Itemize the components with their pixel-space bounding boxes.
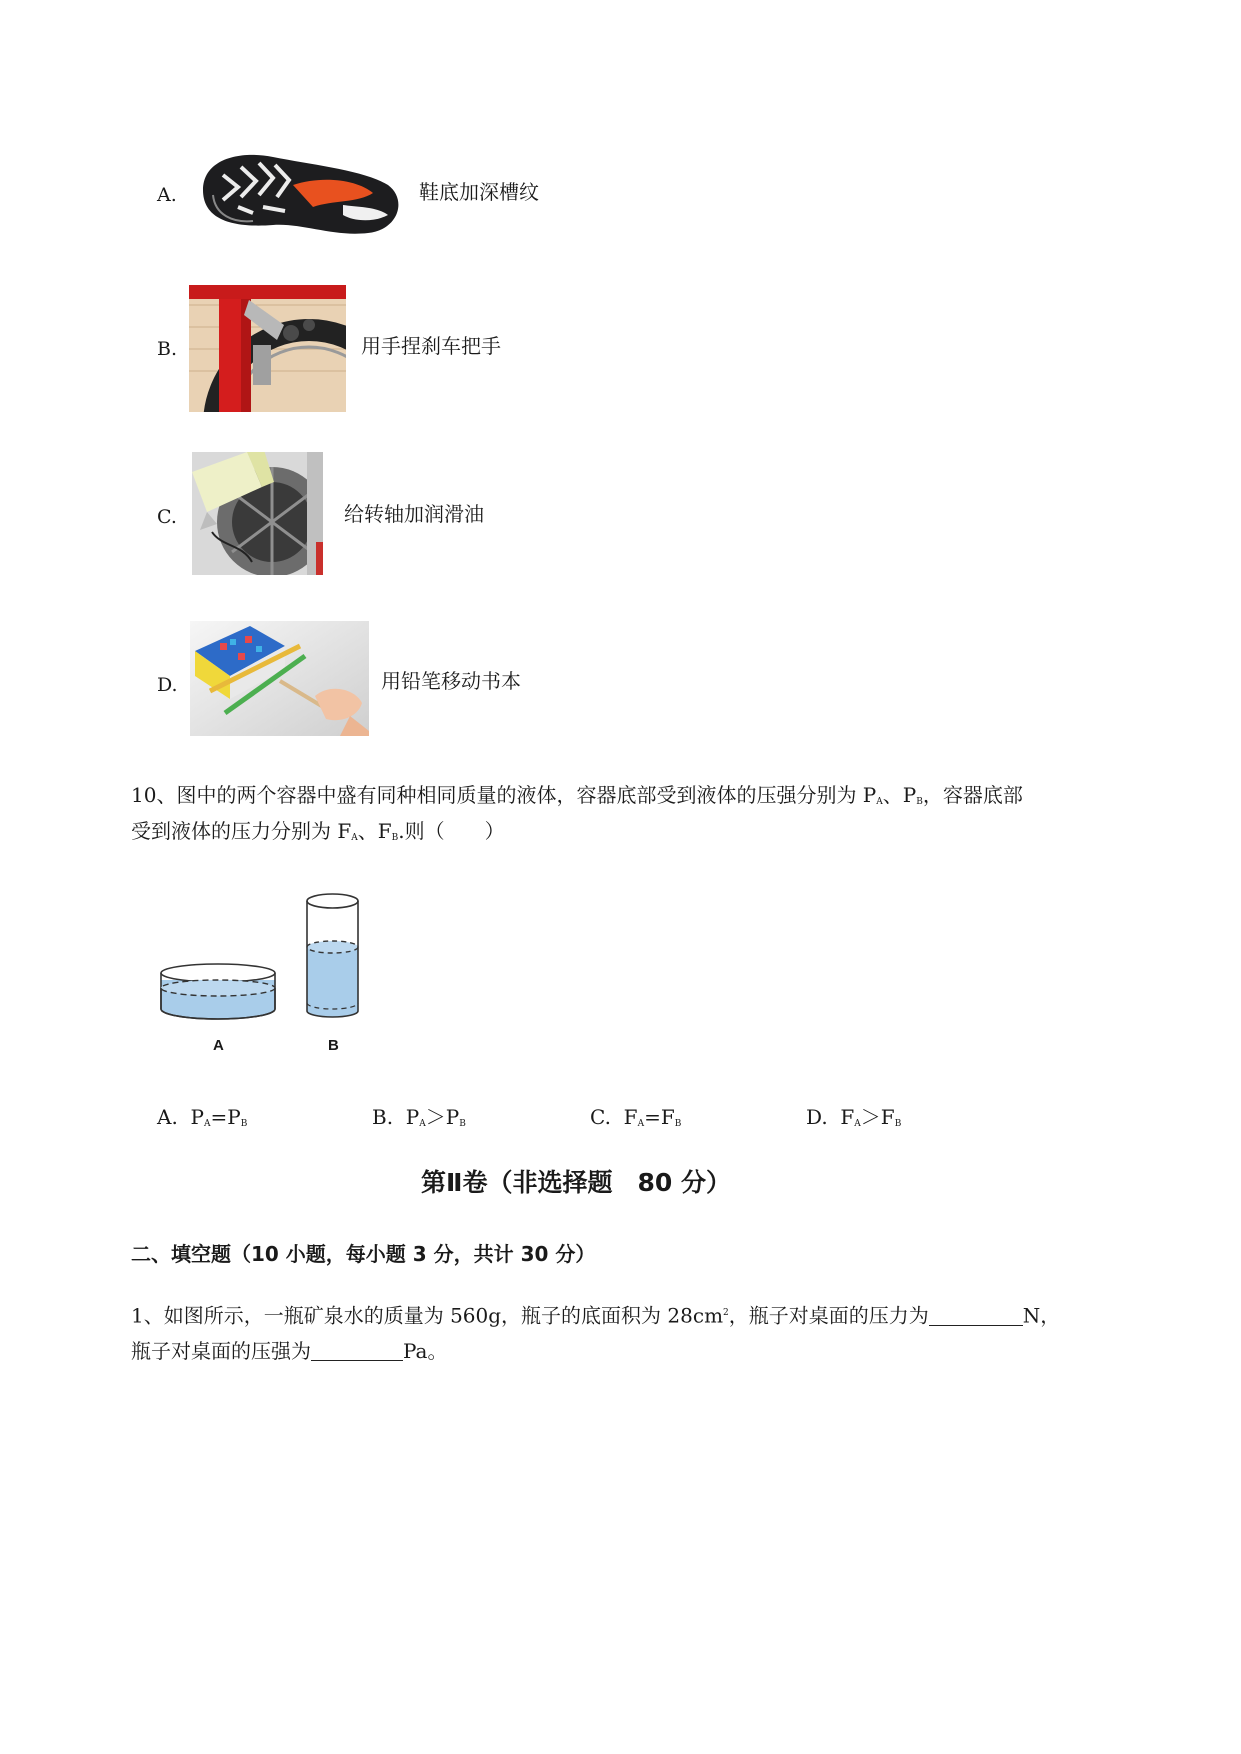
question-text: 受到液体的压力分别为 F: [131, 819, 352, 843]
option-var: P: [190, 1105, 204, 1129]
option-label: D.: [157, 674, 178, 696]
option-label: C.: [590, 1105, 611, 1129]
q10-option-c: [590, 1105, 681, 1136]
unit: Pa。: [403, 1339, 448, 1363]
option-op: =F: [644, 1105, 675, 1129]
question-text: ，容器底部: [922, 783, 1023, 807]
option-text: 用铅笔移动书本: [381, 669, 521, 693]
book-pencils-icon: [190, 621, 369, 736]
q10-option-b: [372, 1105, 466, 1136]
q10-option-a: [157, 1105, 247, 1136]
option-text: 用手捏刹车把手: [361, 334, 501, 358]
bicycle-brake-icon: [189, 285, 346, 412]
container-a-label: A: [213, 1037, 224, 1054]
subscript: A: [876, 797, 883, 807]
unit: N，: [1022, 1303, 1061, 1328]
option-label: B.: [157, 338, 178, 360]
option-text: 鞋底加深槽纹: [419, 180, 539, 204]
subscript: A: [351, 833, 358, 843]
container-b-label: B: [328, 1037, 339, 1054]
separator: 、P: [882, 783, 917, 807]
option-label: A.: [157, 184, 177, 206]
containers-figure: [155, 885, 370, 1060]
option-var: F: [840, 1105, 855, 1129]
oil-bottle-gear-icon: [192, 452, 323, 575]
container-b: [307, 894, 358, 1017]
subscript: B: [894, 1119, 902, 1129]
option-op: ＞F: [860, 1105, 895, 1129]
separator: 、F: [357, 819, 392, 843]
option-label: B.: [372, 1105, 394, 1129]
subscript: B: [240, 1119, 248, 1129]
option-op: ＞P: [425, 1105, 460, 1129]
question-10-line-1: [131, 783, 1023, 814]
subscript: B: [391, 833, 399, 843]
question-10-line-2: [131, 819, 505, 850]
subscript: B: [674, 1119, 682, 1129]
subscript: B: [916, 797, 923, 807]
fill-question-1-line-1: [131, 1301, 1060, 1328]
container-a: [161, 964, 275, 1019]
subscript: A: [637, 1119, 645, 1129]
q10-option-d: [806, 1105, 901, 1136]
superscript: 2: [723, 1308, 729, 1318]
option-var: P: [405, 1105, 420, 1129]
option-label: D.: [806, 1105, 828, 1129]
subscript: A: [419, 1119, 426, 1129]
answer-blank-force[interactable]: [929, 1303, 1023, 1326]
subscript: A: [854, 1119, 861, 1129]
fill-in-heading: 二、填空题（10 小题，每小题 3 分，共计 30 分）: [131, 1242, 596, 1266]
option-label: A.: [157, 1105, 178, 1129]
option-op: =P: [210, 1105, 241, 1129]
subscript: B: [459, 1119, 466, 1129]
fill-question-1-line-2: [131, 1338, 447, 1363]
question-text: .则（ ）: [398, 819, 505, 843]
answer-blank-pressure[interactable]: [311, 1338, 403, 1361]
option-label: C.: [157, 506, 177, 528]
option-text: 给转轴加润滑油: [344, 502, 484, 526]
question-text: 瓶子对桌面的压强为: [131, 1339, 311, 1363]
subscript: A: [204, 1119, 211, 1129]
section-title: 第Ⅱ卷（非选择题 80 分）: [421, 1168, 731, 1197]
option-var: F: [623, 1105, 638, 1129]
shoe-sole-icon: [193, 145, 405, 237]
question-text: ，瓶子对桌面的压力为: [728, 1303, 929, 1328]
question-text: 1、如图所示，一瓶矿泉水的质量为 560g，瓶子的底面积为 28cm: [131, 1303, 724, 1328]
question-text: 10、图中的两个容器中盛有同种相同质量的液体，容器底部受到液体的压强分别为 P: [131, 783, 877, 807]
